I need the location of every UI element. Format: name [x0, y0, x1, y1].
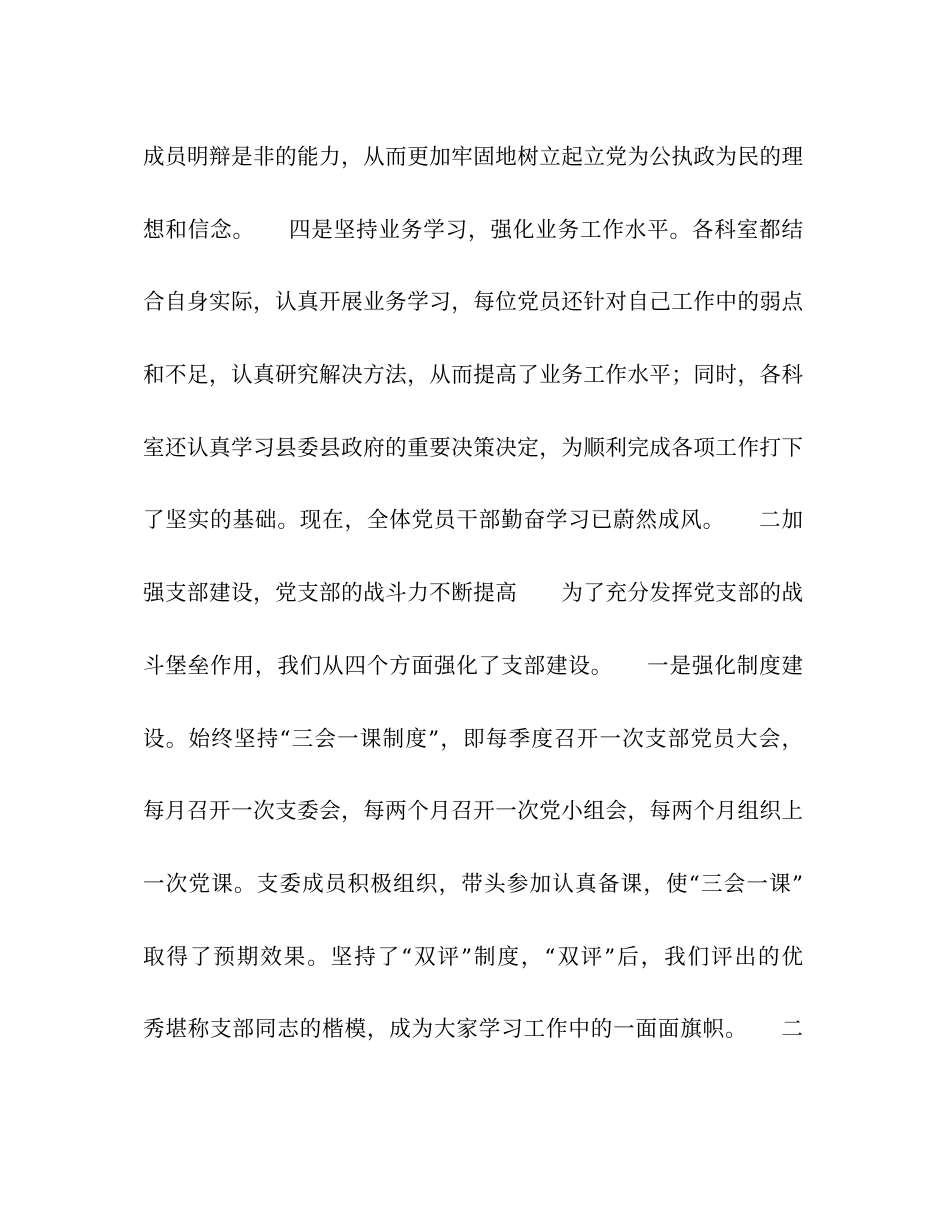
text-line-9: 设。始终坚持“三会一课制度”，即每季度召开一次支部党员大会， [143, 726, 803, 752]
text-line-6: 了坚实的基础。现在，全体党员干部勤奋学习已蔚然成风。 二加 [143, 508, 803, 534]
text-line-8: 斗堡垒作用，我们从四个方面强化了支部建设。 一是强化制度建 [143, 653, 803, 679]
text-line-1: 成员明辩是非的能力，从而更加牢固地树立起立党为公执政为民的理 [143, 145, 803, 170]
text-line-10: 每月召开一次支委会，每两个月召开一次党小组会，每两个月组织上 [143, 799, 803, 825]
text-line-12: 取得了预期效果。坚持了“双评”制度，“双评”后，我们评出的优 [143, 944, 803, 970]
text-line-13: 秀堪称支部同志的楷模，成为大家学习工作中的一面面旗帜。 二 [143, 1017, 803, 1043]
text-line-7: 强支部建设，党支部的战斗力不断提高 为了充分发挥党支部的战 [143, 581, 803, 607]
text-line-3: 合自身实际，认真开展业务学习，每位党员还针对自己工作中的弱点 [143, 290, 803, 316]
body-text [143, 132, 803, 1077]
text-line-2: 想和信念。 四是坚持业务学习，强化业务工作水平。各科室都结 [143, 217, 803, 243]
text-line-11: 一次党课。支委成员积极组织，带头参加认真备课，使“三会一课” [143, 871, 803, 897]
text-line-4: 和不足，认真研究解决方法，从而提高了业务工作水平；同时，各科 [143, 363, 803, 389]
text-line-5: 室还认真学习县委县政府的重要决策决定，为顺利完成各项工作打下 [143, 435, 803, 461]
